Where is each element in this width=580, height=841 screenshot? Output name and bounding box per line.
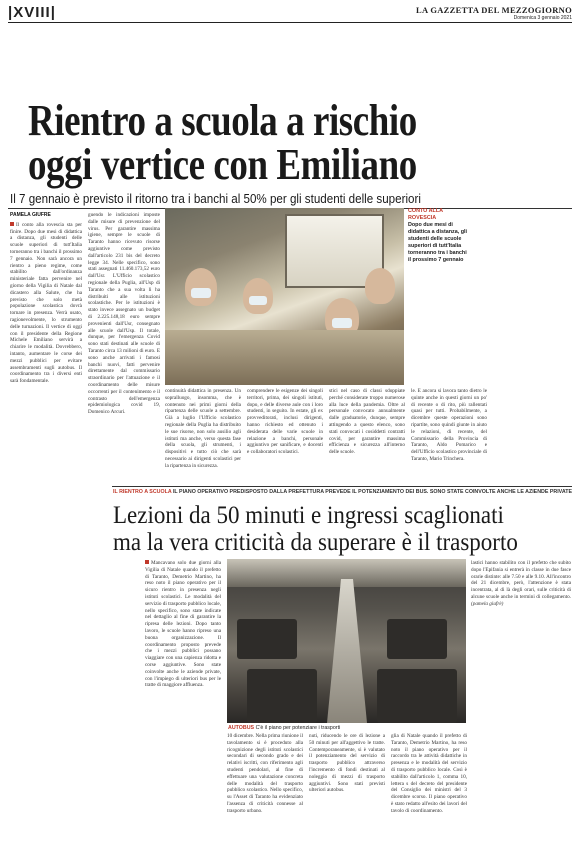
photo-desks xyxy=(165,330,404,385)
bullet-square-icon xyxy=(10,222,14,226)
article1-headline-line2: oggi vertice con Emiliano xyxy=(28,140,417,189)
article1-col6-text: le. E ancora si lavora tanto dietro le quinte anche in questi giorni un po' di recente o di rito, più rallentati quasi per tutti. Probabilmente, a dicembre queste operazioni sono ripartite, sono quindi giunte in aiuto le relazioni, di recente, del Commissario della Provincia di Taranto, Aldo Pomarico e dell'Ufficio scolastico provinciale di Taranto, Mario Trinchera. xyxy=(411,388,487,462)
article2-headline-line1: Lezioni da 50 minuti e ingressi scaglionati xyxy=(113,502,504,529)
article1-col4-text: comprendere le esigenze dei singoli territori, prima, dei singoli istituti, dopo, e delle diverse aule con i loro studenti, in seguito. In estate, gli ex provveditorati, inclusi dirigenti, hanno richiesto ed ottenuto i desiderata delle varie scuole in relazione a banchi, personale aggiuntivo per sanificare, e docenti e collaboratori scolastici. xyxy=(247,388,323,456)
publication-date: Domenica 3 gennaio 2021 xyxy=(513,15,572,21)
article2-col3-text: 10 dicembre. Nella prima riunione il tavolamento si è proceduto alla ricognizione degli istituti scolastici secondari di secondo grado e dei relativi iscritti, con riferimento agli studenti pendolari, al fine di effettuare una valutazione concreta delle modalità del trasporto pubblico scolastico. Nello specifico, su l'Asset di Taranto ha evidenziato l'assenza di criticità connesse al trasporto urbano. xyxy=(227,733,303,814)
publication-name: LA GAZZETTA DEL MEZZOGIORNO xyxy=(415,5,572,15)
article2-kicker-lead: IL RIENTRO A SCUOLA xyxy=(113,489,172,495)
publication-block xyxy=(416,6,572,22)
bullet-square-icon xyxy=(145,560,149,564)
article1-headline xyxy=(28,96,482,189)
article2-column-1 xyxy=(145,560,221,832)
article1-byline: PAMELA GIUFRÈ xyxy=(10,212,51,218)
article2-col4-text: nuti, riducendo le ore di lezione a 50 minuti per all'aggettivo le tratte. Contemporaneamente, si è valutato il potenziamento del servizio di trasporto pubblico attraverso l'incremento di fondi destinati al noleggio di mezzi di trasporto aggiuntivi. Sono stati previsti ulteriori autobus. xyxy=(309,733,385,794)
article1-col2-text: guendo le indicazioni imposte dalle misure di prevenzione del virus. Per garantire massima igiene, sempre le scuole di Taranto hanno ricevuto risorse aggiuntive come previsto dall'articolo 231 bis del decreto legge 34. Nelle specifico, sono stati assegnati 11.460.173,52 euro dall'Usr. L'Ufficio scolastico regionale della Puglia, all'Usp di Taranto che a sua volta li ha distribuiti alle istituzioni scolastiche. Per le istituzioni è stato invece assegnato un budget di 2.225.148,18 euro sempre provenienti dall'Usr, consegnato alle scuole dall'Usp. Il totale, dunque, per l'emergenza Covid sono stati destinati alle scuole di Taranto circa 13 milioni di euro. E sono anche arrivati i famosi banchi nuovi, fatti pervenire direttamente dal commissario straordinario per l'attuazione e il coordinamento delle misure occorrenti per il contenimento e il contrasto dell'emergenza epidemiologica covid 19, Domenico Arcuri. xyxy=(88,212,160,416)
article2-column-2 xyxy=(391,733,467,833)
photo2-caption-text: C'è il piano per potenziare i trasporti xyxy=(255,725,341,731)
article1-headline-line1: Rientro a scuola a rischio xyxy=(28,96,417,145)
article1-col1-text: Il conto alla rovescia sta per finire. Dopo due mesi di didattica a distanza, gli studenti delle scuole superiori di tutt'Italia torneranno tra i banchi il prossimo 7 gennaio. Non sarà ancora un rientro a pieno regime, come stabilito dall'ordinanza ministeriale fatta pervenire nel giorno della Vigilia di Natale dal dicastero alla Salute, che ha previsto che solo metà popolazione scolastica dovrà tornare in presenza. Verrà usato, ragionevolmente, lo strumento delle turnazioni. Il vertice di oggi con il presidente della Regione Michele Emiliano servirà a chiarire le modalità. Dovrebbero, intanto, aumentare le corse dei mezzi pubblici per evitare assembramenti sugli autobus. Il coordinamento tra i diversi enti sarà fondamentale. xyxy=(10,221,82,385)
photo2-caption xyxy=(228,725,340,731)
article2-kicker xyxy=(113,489,580,495)
article2-column-5 xyxy=(471,560,571,832)
photo1-caption xyxy=(408,208,470,264)
article1-column-6 xyxy=(411,388,487,483)
article1-col5-text: stici nel caso di classi sdoppiate perché considerate troppo numerose alla luce della pandemia. Oltre al personale convocato annualmente dalle graduatorie, dunque, sempre attingendo a questo elenco, sono stati convocati i cosiddetti contratti covid, per garantire massima efficienza e sicurezza all'interno delle scuole. xyxy=(329,388,405,456)
article1-column-3 xyxy=(165,388,241,483)
bus-interior-photo xyxy=(227,559,466,723)
article1-col3-text: continuità didattica in presenza. Un sopralluogo, insomma, che è contenuto nei primi giorni della ripartenza delle scuole a settembre. Già a luglio l'Ufficio scolastico regionale della Puglia ha distribuito le sue risorse, non solo ausilio agli istituti ma anche, verso questa fase della scuola, gli strumenti, i dispositivi e tutto ciò che sarà necessario ai dirigenti scolastici per la ripartenza in sicurezza. xyxy=(165,388,241,469)
article2-col5-text: lastici hanno stabilito con il prefetto che subito dopo l'Epifania si entrerà in classe in due fasce orarie distinte: alle 7.50 e alle 9.10. All'incontro del 21 dicembre, però, l'attenzione è stata incentrata, al di là degli orari, sulle criticità di alcune scuole anche in termini di collegamento. xyxy=(471,560,571,600)
article1-column-1 xyxy=(10,212,82,484)
page-header xyxy=(8,4,572,23)
article2-column-4 xyxy=(309,733,385,833)
photo1-caption-lead: CONTO ALLA ROVESCIA xyxy=(408,208,443,221)
article1-column-2 xyxy=(88,212,160,484)
divider xyxy=(112,486,572,487)
page-number: |XVIII| xyxy=(8,4,56,21)
article1-column-5 xyxy=(329,388,405,483)
article1-subtitle: Il 7 gennaio è previsto il ritorno tra i banchi al 50% per gli studenti delle superiori xyxy=(10,191,421,206)
article2-kicker-text: IL PIANO OPERATIVO PREDISPOSTO DALLA PREFETTURA PREVEDE IL POTENZIAMENTO DEI BUS. SONO STATE COINVOLTE ANCHE LE AZIENDE PRIVATE xyxy=(172,489,573,495)
article2-col1-text: Mancavano solo due giorni alla Vigilia di Natale quando il prefetto di Taranto, Demetrio Martino, ha reso noto il piano operativo per il sicuro rientro in presenza negli istituti scolastici. Le modalità del servizio di trasporto pubblico locale, nello specifico, sono state indicate nel dettaglio al fine di garantire la ripresa delle lezioni. Dopo tanto lavoro, le scuole hanno ripreso una buona organizzazione. Il coordinamento proposto prevede che i mezzi pubblici possano viaggiare con una capienza ridotta e corse aggiuntive. Sono state coinvolte anche le aziende private, con l'impiego di ulteriori bus per le tratte di maggiore affluenza. xyxy=(145,560,221,689)
classroom-photo xyxy=(165,208,404,385)
article2-col2-text: glia di Natale quando il prefetto di Taranto, Demetrio Martino, ha reso noto il piano operativo per il raccordo tra le attività didattiche in presenza e le modalità del servizio di trasporto pubblico locale. Così è stabilito dall'articolo 1, comma 10, lettera s del decreto del presidente del Consiglio dei ministri del 3 dicembre scorso. Il piano operativo è stato redatto all'esito dei lavori del tavolo di coordinamento. xyxy=(391,733,467,814)
photo2-caption-lead: AUTOBUS xyxy=(228,725,255,731)
article2-headline xyxy=(113,502,518,556)
article2-headline-line2: ma la vera criticità da superare è il trasporto xyxy=(113,529,518,556)
article2-column-3 xyxy=(227,733,303,833)
photo-bus-aisle xyxy=(327,579,367,723)
photo1-caption-text: Dopo due mesi di didattica a distanza, gli studenti delle scuole superiori di tutt'Italia torneranno tra i banchi il prossimo 7 gennaio xyxy=(408,222,468,263)
article2-signature: (pamela giufrè) xyxy=(471,600,504,607)
article1-column-4 xyxy=(247,388,323,483)
